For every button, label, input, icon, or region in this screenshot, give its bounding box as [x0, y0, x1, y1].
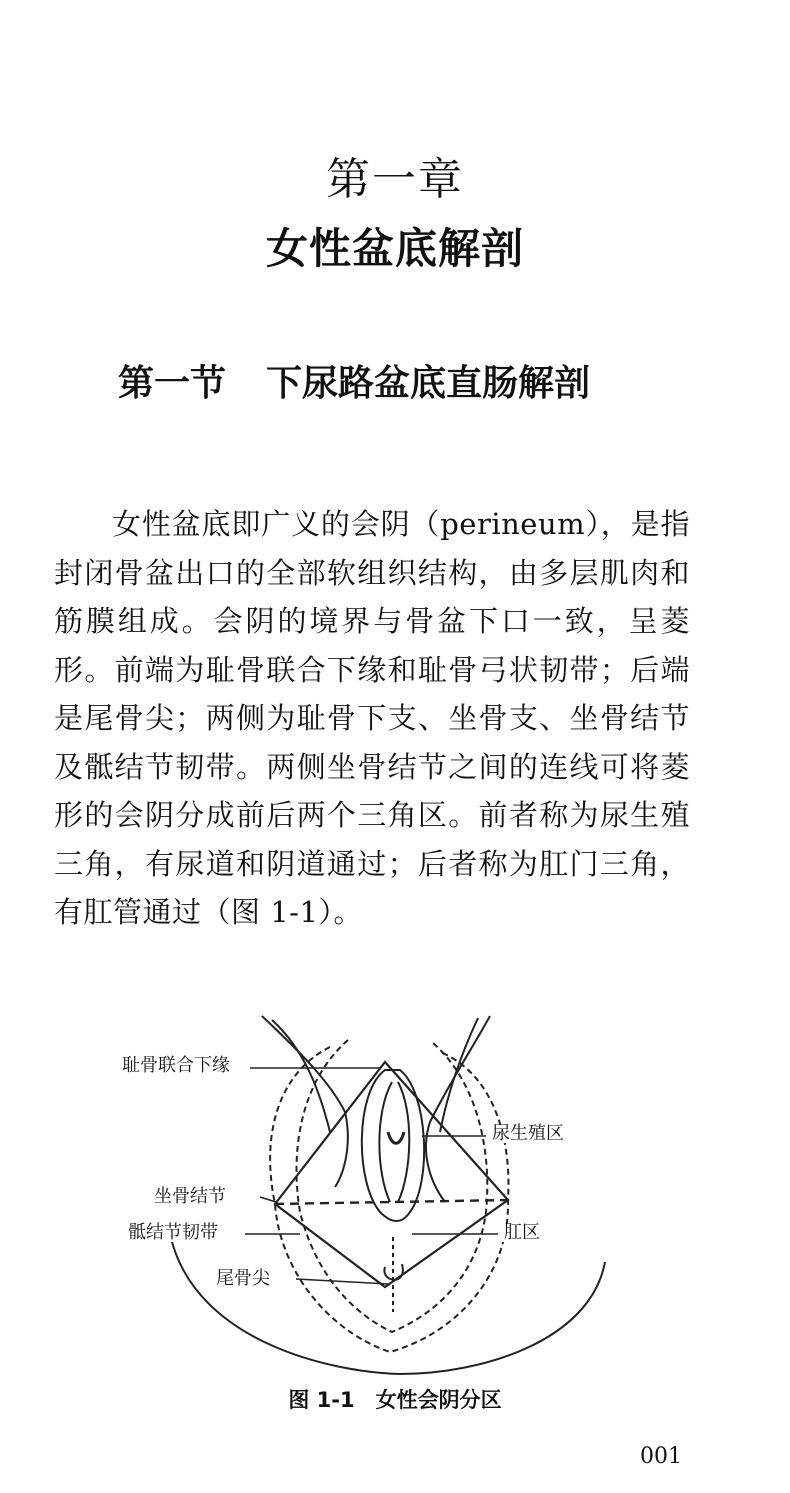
section-number: 第一节 — [118, 363, 227, 404]
label-anal-region: 肛区 — [504, 1222, 540, 1243]
section-heading — [118, 363, 591, 404]
section-title: 下尿路盆底直肠解剖 — [266, 363, 591, 404]
label-urogenital-region: 尿生殖区 — [492, 1123, 564, 1144]
label-coccyx-tip: 尾骨尖 — [216, 1268, 270, 1289]
label-pubic-symphysis: 耻骨联合下缘 — [122, 1055, 230, 1076]
page-number: 001 — [640, 1444, 682, 1469]
chapter-title: 女性盆底解剖 — [265, 224, 524, 273]
body-paragraph: 女性盆底即广义的会阴（perineum），是指封闭骨盆出口的全部软组织结构，由多层肌肉和筋膜组成。会阴的境界与骨盆下口一致，呈菱形。前端为耻骨联合下缘和耻骨弓状韧带；后端是尾骨尖；两侧为耻骨下支、坐骨支、坐骨结节及骶结节韧带。两侧坐骨结节之间的连线可将菱形的会阴分成前后两个三角区。前者称为尿生殖三角，有尿道和阴道通过；后者称为肛门三角，有肛管通过（图 1-1）。 — [54, 507, 690, 929]
perineum-illustration — [0, 1012, 790, 1380]
label-sacrotuberous-ligament: 骶结节韧带 — [128, 1222, 218, 1243]
chapter-number: 第一章 — [326, 154, 464, 205]
figure-caption: 图 1-1 女性会阴分区 — [288, 1388, 502, 1412]
label-ischial-tuberosity: 坐骨结节 — [154, 1186, 226, 1207]
perineum-figure — [0, 1012, 790, 1380]
